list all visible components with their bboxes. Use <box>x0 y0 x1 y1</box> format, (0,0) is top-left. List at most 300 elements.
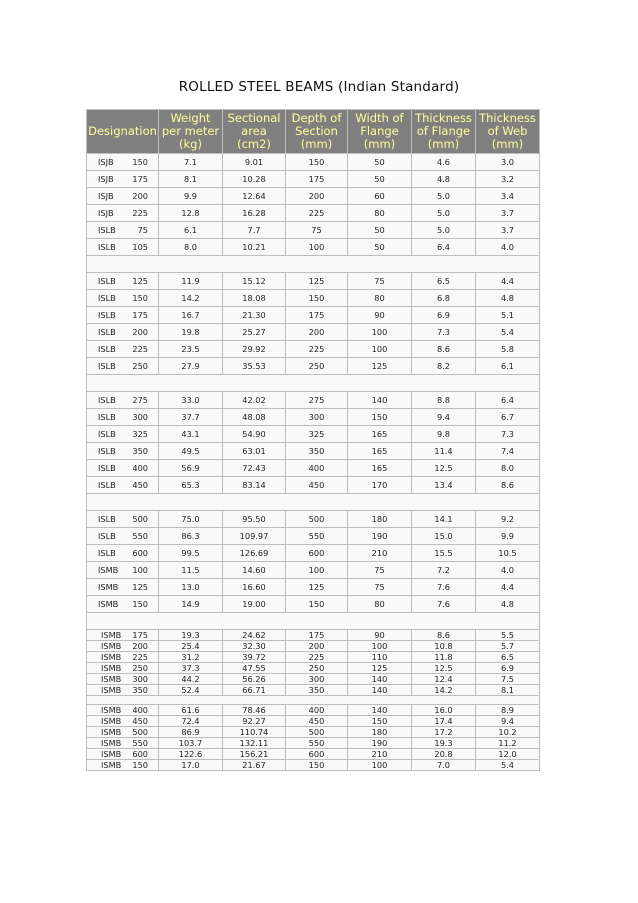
section-spacer <box>87 375 540 392</box>
weight-cell: 65.3 <box>159 477 223 494</box>
spacer-cell <box>87 494 540 511</box>
section-size: 100 <box>132 565 148 575</box>
flange-width-cell: 75 <box>348 562 412 579</box>
flange-width-cell: 150 <box>348 409 412 426</box>
section-type: ISMB <box>101 727 122 737</box>
section-spacer <box>87 494 540 511</box>
sectional-area-cell: 48.08 <box>223 409 286 426</box>
section-type: ISMB <box>101 738 122 748</box>
table-row <box>87 685 540 696</box>
flange-width-cell: 100 <box>348 324 412 341</box>
sectional-area-cell: 56.26 <box>223 674 286 685</box>
table-row <box>87 188 540 205</box>
flange-width-cell: 125 <box>348 663 412 674</box>
section-type: ISLB <box>98 293 116 303</box>
designation-cell <box>87 663 159 674</box>
table-row <box>87 749 540 760</box>
flange-width-cell: 190 <box>348 738 412 749</box>
weight-cell: 61.6 <box>159 705 223 716</box>
web-thickness-cell: 8.1 <box>476 685 540 696</box>
sectional-area-cell: 156.21 <box>223 749 286 760</box>
flange-thickness-cell: 7.2 <box>412 562 476 579</box>
designation-cell <box>87 205 159 222</box>
section-size: 150 <box>132 157 148 167</box>
section-type: ISLB <box>98 310 116 320</box>
designation-cell <box>87 528 159 545</box>
depth-cell: 500 <box>286 511 348 528</box>
depth-cell: 400 <box>286 705 348 716</box>
table-row <box>87 460 540 477</box>
web-thickness-cell: 8.0 <box>476 460 540 477</box>
section-type: ISMB <box>101 652 122 662</box>
web-thickness-cell: 11.2 <box>476 738 540 749</box>
web-thickness-cell: 5.1 <box>476 307 540 324</box>
flange-thickness-cell: 5.0 <box>412 222 476 239</box>
flange-thickness-cell: 7.3 <box>412 324 476 341</box>
designation-cell <box>87 630 159 641</box>
section-size: 550 <box>132 738 148 748</box>
depth-cell: 350 <box>286 685 348 696</box>
sectional-area-cell: 24.62 <box>223 630 286 641</box>
web-thickness-cell: 4.0 <box>476 239 540 256</box>
flange-thickness-cell: 6.4 <box>412 239 476 256</box>
weight-cell: 19.3 <box>159 630 223 641</box>
flange-thickness-cell: 19.3 <box>412 738 476 749</box>
depth-cell: 550 <box>286 528 348 545</box>
web-thickness-cell: 4.0 <box>476 562 540 579</box>
web-thickness-cell: 3.4 <box>476 188 540 205</box>
section-size: 550 <box>132 531 148 541</box>
section-type: ISLB <box>98 446 116 456</box>
section-size: 225 <box>132 652 148 662</box>
table-row <box>87 760 540 771</box>
sectional-area-cell: 72.43 <box>223 460 286 477</box>
section-size: 200 <box>132 327 148 337</box>
section-type: ISMB <box>98 599 119 609</box>
web-thickness-cell: 6.5 <box>476 652 540 663</box>
flange-width-cell: 50 <box>348 222 412 239</box>
weight-cell: 52.4 <box>159 685 223 696</box>
section-type: ISMB <box>101 749 122 759</box>
designation-cell <box>87 324 159 341</box>
flange-thickness-cell: 6.5 <box>412 273 476 290</box>
table-row <box>87 392 540 409</box>
flange-thickness-cell: 17.2 <box>412 727 476 738</box>
section-size: 175 <box>132 174 148 184</box>
web-thickness-cell: 3.7 <box>476 205 540 222</box>
weight-cell: 31.2 <box>159 652 223 663</box>
table-row <box>87 222 540 239</box>
table-row <box>87 727 540 738</box>
depth-cell: 600 <box>286 749 348 760</box>
depth-cell: 200 <box>286 188 348 205</box>
flange-width-cell: 140 <box>348 674 412 685</box>
sectional-area-cell: 25.27 <box>223 324 286 341</box>
designation-cell <box>87 749 159 760</box>
section-type: ISMB <box>101 630 122 640</box>
section-size: 175 <box>132 310 148 320</box>
flange-thickness-cell: 10.8 <box>412 641 476 652</box>
table-row <box>87 477 540 494</box>
section-type: ISLB <box>98 429 116 439</box>
table-row <box>87 154 540 171</box>
section-size: 225 <box>132 344 148 354</box>
depth-cell: 550 <box>286 738 348 749</box>
section-size: 175 <box>132 630 148 640</box>
weight-cell: 75.0 <box>159 511 223 528</box>
designation-cell <box>87 358 159 375</box>
web-thickness-cell: 4.4 <box>476 579 540 596</box>
weight-cell: 72.4 <box>159 716 223 727</box>
depth-cell: 125 <box>286 273 348 290</box>
section-type: ISLB <box>98 276 116 286</box>
web-thickness-cell: 4.8 <box>476 596 540 613</box>
designation-cell <box>87 511 159 528</box>
flange-width-cell: 90 <box>348 307 412 324</box>
sectional-area-cell: 42.02 <box>223 392 286 409</box>
sectional-area-cell: 132.11 <box>223 738 286 749</box>
table-row <box>87 562 540 579</box>
section-spacer <box>87 696 540 705</box>
depth-cell: 500 <box>286 727 348 738</box>
weight-cell: 19.8 <box>159 324 223 341</box>
web-thickness-cell: 5.4 <box>476 324 540 341</box>
beams-table <box>86 109 540 771</box>
designation-cell <box>87 392 159 409</box>
flange-width-cell: 140 <box>348 685 412 696</box>
header-flange-width: Width of Flange (mm) <box>348 110 412 154</box>
flange-width-cell: 165 <box>348 426 412 443</box>
designation-cell <box>87 545 159 562</box>
sectional-area-cell: 15.12 <box>223 273 286 290</box>
web-thickness-cell: 10.2 <box>476 727 540 738</box>
section-type: ISMB <box>101 716 122 726</box>
flange-thickness-cell: 9.8 <box>412 426 476 443</box>
depth-cell: 325 <box>286 426 348 443</box>
sectional-area-cell: 95.50 <box>223 511 286 528</box>
table-row <box>87 307 540 324</box>
table-row <box>87 511 540 528</box>
section-type: ISLB <box>98 412 116 422</box>
flange-width-cell: 165 <box>348 460 412 477</box>
designation-cell <box>87 239 159 256</box>
web-thickness-cell: 9.2 <box>476 511 540 528</box>
section-size: 225 <box>132 208 148 218</box>
depth-cell: 125 <box>286 579 348 596</box>
section-type: ISJB <box>98 174 114 184</box>
designation-cell <box>87 579 159 596</box>
table-row <box>87 705 540 716</box>
flange-thickness-cell: 20.8 <box>412 749 476 760</box>
sectional-area-cell: 39.72 <box>223 652 286 663</box>
web-thickness-cell: 3.2 <box>476 171 540 188</box>
web-thickness-cell: 6.1 <box>476 358 540 375</box>
flange-thickness-cell: 12.5 <box>412 460 476 477</box>
table-row <box>87 545 540 562</box>
designation-cell <box>87 477 159 494</box>
sectional-area-cell: 16.28 <box>223 205 286 222</box>
web-thickness-cell: 5.7 <box>476 641 540 652</box>
web-thickness-cell: 6.4 <box>476 392 540 409</box>
flange-thickness-cell: 16.0 <box>412 705 476 716</box>
weight-cell: 23.5 <box>159 341 223 358</box>
table-row <box>87 426 540 443</box>
weight-cell: 13.0 <box>159 579 223 596</box>
sectional-area-cell: 54.90 <box>223 426 286 443</box>
sectional-area-cell: 35.53 <box>223 358 286 375</box>
section-type: ISLB <box>98 361 116 371</box>
table-row <box>87 324 540 341</box>
flange-width-cell: 180 <box>348 727 412 738</box>
flange-thickness-cell: 12.4 <box>412 674 476 685</box>
weight-cell: 12.8 <box>159 205 223 222</box>
flange-thickness-cell: 4.6 <box>412 154 476 171</box>
weight-cell: 99.5 <box>159 545 223 562</box>
sectional-area-cell: 7.7 <box>223 222 286 239</box>
web-thickness-cell: 4.4 <box>476 273 540 290</box>
web-thickness-cell: 7.3 <box>476 426 540 443</box>
weight-cell: 86.3 <box>159 528 223 545</box>
depth-cell: 275 <box>286 392 348 409</box>
designation-cell <box>87 154 159 171</box>
section-type: ISJB <box>98 208 114 218</box>
section-type: ISLB <box>98 395 116 405</box>
sectional-area-cell: 83.14 <box>223 477 286 494</box>
depth-cell: 175 <box>286 171 348 188</box>
designation-cell <box>87 596 159 613</box>
flange-width-cell: 100 <box>348 341 412 358</box>
table-row <box>87 171 540 188</box>
sectional-area-cell: 10.28 <box>223 171 286 188</box>
section-type: ISMB <box>101 663 122 673</box>
flange-width-cell: 90 <box>348 630 412 641</box>
flange-width-cell: 125 <box>348 358 412 375</box>
section-type: ISMB <box>101 641 122 651</box>
designation-cell <box>87 760 159 771</box>
flange-thickness-cell: 11.4 <box>412 443 476 460</box>
flange-width-cell: 50 <box>348 171 412 188</box>
section-size: 150 <box>132 293 148 303</box>
weight-cell: 37.7 <box>159 409 223 426</box>
section-type: ISLB <box>98 242 116 252</box>
flange-thickness-cell: 8.6 <box>412 630 476 641</box>
depth-cell: 300 <box>286 674 348 685</box>
web-thickness-cell: 9.4 <box>476 716 540 727</box>
flange-width-cell: 100 <box>348 641 412 652</box>
spacer-cell <box>87 613 540 630</box>
section-type: ISLB <box>98 480 116 490</box>
flange-thickness-cell: 7.0 <box>412 760 476 771</box>
designation-cell <box>87 188 159 205</box>
section-type: ISLB <box>98 514 116 524</box>
designation-cell <box>87 562 159 579</box>
section-type: ISLB <box>98 344 116 354</box>
depth-cell: 600 <box>286 545 348 562</box>
flange-thickness-cell: 17.4 <box>412 716 476 727</box>
web-thickness-cell: 9.9 <box>476 528 540 545</box>
flange-width-cell: 75 <box>348 273 412 290</box>
depth-cell: 450 <box>286 716 348 727</box>
section-type: ISMB <box>101 674 122 684</box>
depth-cell: 250 <box>286 358 348 375</box>
web-thickness-cell: 6.9 <box>476 663 540 674</box>
designation-cell <box>87 641 159 652</box>
flange-width-cell: 150 <box>348 716 412 727</box>
web-thickness-cell: 4.8 <box>476 290 540 307</box>
section-spacer <box>87 613 540 630</box>
depth-cell: 100 <box>286 239 348 256</box>
weight-cell: 122.6 <box>159 749 223 760</box>
designation-cell <box>87 674 159 685</box>
depth-cell: 75 <box>286 222 348 239</box>
designation-cell <box>87 409 159 426</box>
flange-width-cell: 75 <box>348 579 412 596</box>
section-size: 325 <box>132 429 148 439</box>
section-size: 600 <box>132 749 148 759</box>
sectional-area-cell: 12.64 <box>223 188 286 205</box>
flange-thickness-cell: 5.0 <box>412 205 476 222</box>
depth-cell: 225 <box>286 341 348 358</box>
weight-cell: 11.9 <box>159 273 223 290</box>
depth-cell: 350 <box>286 443 348 460</box>
flange-thickness-cell: 14.1 <box>412 511 476 528</box>
weight-cell: 43.1 <box>159 426 223 443</box>
table-row <box>87 341 540 358</box>
flange-thickness-cell: 4.8 <box>412 171 476 188</box>
section-type: ISLB <box>98 327 116 337</box>
flange-width-cell: 180 <box>348 511 412 528</box>
web-thickness-cell: 3.7 <box>476 222 540 239</box>
header-sectional-area: Sectional area (cm2) <box>223 110 286 154</box>
section-size: 350 <box>132 446 148 456</box>
flange-width-cell: 140 <box>348 392 412 409</box>
section-size: 75 <box>137 225 148 235</box>
web-thickness-cell: 5.5 <box>476 630 540 641</box>
depth-cell: 175 <box>286 630 348 641</box>
sectional-area-cell: 21.67 <box>223 760 286 771</box>
sectional-area-cell: 110.74 <box>223 727 286 738</box>
weight-cell: 14.2 <box>159 290 223 307</box>
sectional-area-cell: 14.60 <box>223 562 286 579</box>
section-size: 150 <box>132 760 148 770</box>
section-size: 125 <box>132 582 148 592</box>
web-thickness-cell: 8.9 <box>476 705 540 716</box>
sectional-area-cell: 63.01 <box>223 443 286 460</box>
depth-cell: 250 <box>286 663 348 674</box>
sectional-area-cell: 19.00 <box>223 596 286 613</box>
flange-thickness-cell: 8.8 <box>412 392 476 409</box>
weight-cell: 27.9 <box>159 358 223 375</box>
weight-cell: 9.9 <box>159 188 223 205</box>
flange-thickness-cell: 12.5 <box>412 663 476 674</box>
depth-cell: 150 <box>286 760 348 771</box>
section-type: ISJB <box>98 191 114 201</box>
flange-thickness-cell: 15.5 <box>412 545 476 562</box>
flange-thickness-cell: 14.2 <box>412 685 476 696</box>
depth-cell: 150 <box>286 596 348 613</box>
sectional-area-cell: 66.71 <box>223 685 286 696</box>
table-row <box>87 443 540 460</box>
section-type: ISLB <box>98 531 116 541</box>
depth-cell: 100 <box>286 562 348 579</box>
section-type: ISLB <box>98 225 116 235</box>
beams-table-body <box>87 154 540 771</box>
depth-cell: 200 <box>286 641 348 652</box>
flange-width-cell: 100 <box>348 760 412 771</box>
web-thickness-cell: 10.5 <box>476 545 540 562</box>
sectional-area-cell: 16.60 <box>223 579 286 596</box>
designation-cell <box>87 290 159 307</box>
designation-cell <box>87 460 159 477</box>
designation-cell <box>87 705 159 716</box>
spacer-cell <box>87 696 540 705</box>
header-depth: Depth of Section (mm) <box>286 110 348 154</box>
section-size: 600 <box>132 548 148 558</box>
depth-cell: 200 <box>286 324 348 341</box>
flange-thickness-cell: 11.8 <box>412 652 476 663</box>
header-web-thickness: Thickness of Web (mm) <box>476 110 540 154</box>
table-row <box>87 674 540 685</box>
flange-thickness-cell: 8.6 <box>412 341 476 358</box>
section-size: 105 <box>132 242 148 252</box>
weight-cell: 11.5 <box>159 562 223 579</box>
table-row <box>87 738 540 749</box>
section-type: ISMB <box>98 582 119 592</box>
table-row <box>87 358 540 375</box>
web-thickness-cell: 12.0 <box>476 749 540 760</box>
flange-thickness-cell: 7.6 <box>412 596 476 613</box>
flange-width-cell: 165 <box>348 443 412 460</box>
section-type: ISMB <box>101 685 122 695</box>
spacer-cell <box>87 375 540 392</box>
flange-thickness-cell: 13.4 <box>412 477 476 494</box>
section-type: ISJB <box>98 157 114 167</box>
flange-width-cell: 80 <box>348 596 412 613</box>
designation-cell <box>87 307 159 324</box>
section-size: 300 <box>132 674 148 684</box>
section-type: ISMB <box>101 705 122 715</box>
depth-cell: 300 <box>286 409 348 426</box>
table-row <box>87 205 540 222</box>
designation-cell <box>87 738 159 749</box>
flange-width-cell: 210 <box>348 749 412 760</box>
header-weight: Weight per meter (kg) <box>159 110 223 154</box>
flange-thickness-cell: 6.9 <box>412 307 476 324</box>
designation-cell <box>87 273 159 290</box>
designation-cell <box>87 727 159 738</box>
flange-thickness-cell: 8.2 <box>412 358 476 375</box>
section-type: ISMB <box>98 565 119 575</box>
web-thickness-cell: 6.7 <box>476 409 540 426</box>
flange-width-cell: 60 <box>348 188 412 205</box>
page-title: ROLLED STEEL BEAMS (Indian Standard) <box>178 79 460 95</box>
sectional-area-cell: 78.46 <box>223 705 286 716</box>
designation-cell <box>87 443 159 460</box>
section-size: 200 <box>132 641 148 651</box>
flange-width-cell: 50 <box>348 154 412 171</box>
web-thickness-cell: 5.4 <box>476 760 540 771</box>
designation-cell <box>87 341 159 358</box>
header-flange-thickness: Thickness of Flange (mm) <box>412 110 476 154</box>
sectional-area-cell: 32.30 <box>223 641 286 652</box>
table-row <box>87 290 540 307</box>
sectional-area-cell: 10.21 <box>223 239 286 256</box>
section-size: 250 <box>132 361 148 371</box>
weight-cell: 86.9 <box>159 727 223 738</box>
sectional-area-cell: 92.27 <box>223 716 286 727</box>
section-type: ISMB <box>101 760 122 770</box>
section-size: 150 <box>132 599 148 609</box>
